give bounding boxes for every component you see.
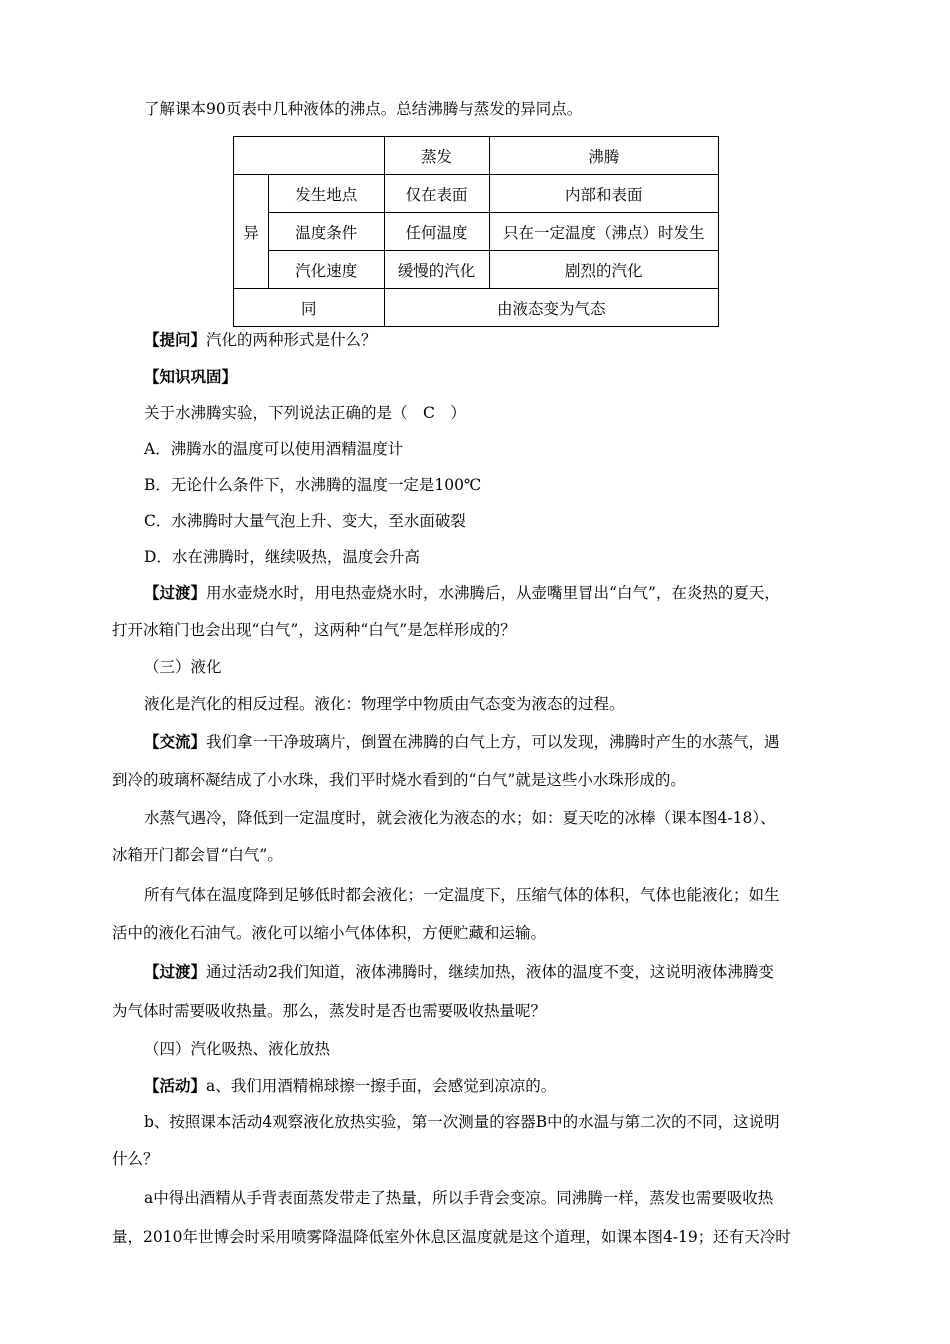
exchange-line2: 到冷的玻璃杯凝结成了小水珠，我们平时烧水看到的“白气”就是这些小水珠形成的。 bbox=[112, 771, 686, 789]
activity-tag: 【活动】 bbox=[144, 1076, 207, 1095]
table-header-evaporation: 蒸发 bbox=[384, 137, 489, 175]
exchange-tag: 【交流】 bbox=[144, 732, 207, 751]
table-evap-cell: 仅在表面 bbox=[384, 175, 489, 213]
intro-text: 了解课本90页表中几种液体的沸点。总结沸腾与蒸发的异同点。 bbox=[144, 100, 583, 118]
gas-paragraph-line2: 活中的液化石油气。液化可以缩小气体体积，方便贮藏和运输。 bbox=[112, 924, 547, 942]
table-same-label: 同 bbox=[234, 289, 385, 327]
transition1-tag: 【过渡】 bbox=[144, 583, 207, 602]
exchange-text: 我们拿一干净玻璃片，倒置在沸腾的白气上方，可以发现，沸腾时产生的水蒸气，遇 bbox=[206, 733, 780, 751]
table-row bbox=[234, 137, 719, 175]
transition1-line1 bbox=[144, 583, 780, 603]
quiz-option-d: D．水在沸腾时，继续吸热，温度会升高 bbox=[144, 548, 420, 566]
transition2-text: 通过活动2我们知道，液体沸腾时，继续加热，液体的温度不变，这说明液体沸腾变 bbox=[206, 963, 774, 981]
exchange-line1 bbox=[144, 732, 780, 752]
table-boil-cell: 只在一定温度（沸点）时发生 bbox=[489, 213, 718, 251]
table-aspect-cell: 温度条件 bbox=[269, 213, 385, 251]
activity-b-line1: b、按照课本活动4观察液化放热实验，第一次测量的容器B中的水温与第二次的不同，这说明 bbox=[144, 1113, 780, 1131]
transition2-line1 bbox=[144, 962, 774, 982]
transition2-tag: 【过渡】 bbox=[144, 962, 207, 981]
consolidate-heading: 【知识巩固】 bbox=[144, 367, 238, 386]
quiz-stem: 关于水沸腾实验，下列说法正确的是（ C ） bbox=[144, 404, 466, 422]
table-boil-cell: 剧烈的汽化 bbox=[489, 251, 718, 289]
gas-paragraph-line1: 所有气体在温度降到足够低时都会液化；一定温度下，压缩气体的体积，气体也能液化；如生 bbox=[144, 886, 780, 904]
table-row bbox=[234, 251, 719, 289]
table-same-value: 由液态变为气态 bbox=[384, 289, 718, 327]
table-aspect-cell: 发生地点 bbox=[269, 175, 385, 213]
transition1-text: 用水壶烧水时，用电热壶烧水时，水沸腾后，从壶嘴里冒出“白气”，在炎热的夏天， bbox=[206, 584, 780, 602]
comparison-table bbox=[233, 136, 719, 327]
quiz-option-c: C．水沸腾时大量气泡上升、变大，至水面破裂 bbox=[144, 512, 466, 530]
table-row bbox=[234, 289, 719, 327]
activity-line bbox=[144, 1076, 556, 1096]
table-boil-cell: 内部和表面 bbox=[489, 175, 718, 213]
quiz-option-b: B．无论什么条件下，水沸腾的温度一定是100℃ bbox=[144, 476, 482, 494]
table-evap-cell: 缓慢的汽化 bbox=[384, 251, 489, 289]
transition1-line2: 打开冰箱门也会出现“白气”，这两种“白气”是怎样形成的？ bbox=[112, 621, 516, 639]
question-tag: 【提问】 bbox=[144, 330, 207, 349]
para-a-line1: a中得出酒精从手背表面蒸发带走了热量，所以手背会变凉。同沸腾一样，蒸发也需要吸收热 bbox=[144, 1189, 774, 1207]
table-row bbox=[234, 175, 719, 213]
section3-heading: （三）液化 bbox=[144, 658, 222, 676]
activity-b-line2: 什么？ bbox=[112, 1150, 159, 1168]
vapor-paragraph-line2: 冰箱开门都会冒“白气”。 bbox=[112, 846, 283, 864]
table-row bbox=[234, 213, 719, 251]
vapor-paragraph-line1: 水蒸气遇冷，降低到一定温度时，就会液化为液态的水；如：夏天吃的冰棒（课本图4-18）、 bbox=[144, 809, 776, 827]
section4-heading: （四）汽化吸热、液化放热 bbox=[144, 1040, 331, 1058]
activity-text: a、我们用酒精棉球擦一擦手面，会感觉到凉凉的。 bbox=[206, 1077, 557, 1095]
table-diff-label: 异 bbox=[234, 175, 269, 289]
question-line bbox=[144, 330, 377, 350]
table-header-boiling: 沸腾 bbox=[489, 137, 718, 175]
question-text: 汽化的两种形式是什么？ bbox=[206, 331, 377, 349]
table-cell-empty bbox=[234, 137, 385, 175]
quiz-option-a: A．沸腾水的温度可以使用酒精温度计 bbox=[144, 440, 404, 458]
table-aspect-cell: 汽化速度 bbox=[269, 251, 385, 289]
table-evap-cell: 任何温度 bbox=[384, 213, 489, 251]
para-a-line2: 量，2010年世博会时采用喷雾降温降低室外休息区温度就是这个道理，如课本图4-19；还有天冷时 bbox=[112, 1228, 791, 1246]
liquefaction-definition: 液化是汽化的相反过程。液化：物理学中物质由气态变为液态的过程。 bbox=[144, 695, 625, 713]
transition2-line2: 为气体时需要吸收热量。那么，蒸发时是否也需要吸收热量呢？ bbox=[112, 1002, 547, 1020]
